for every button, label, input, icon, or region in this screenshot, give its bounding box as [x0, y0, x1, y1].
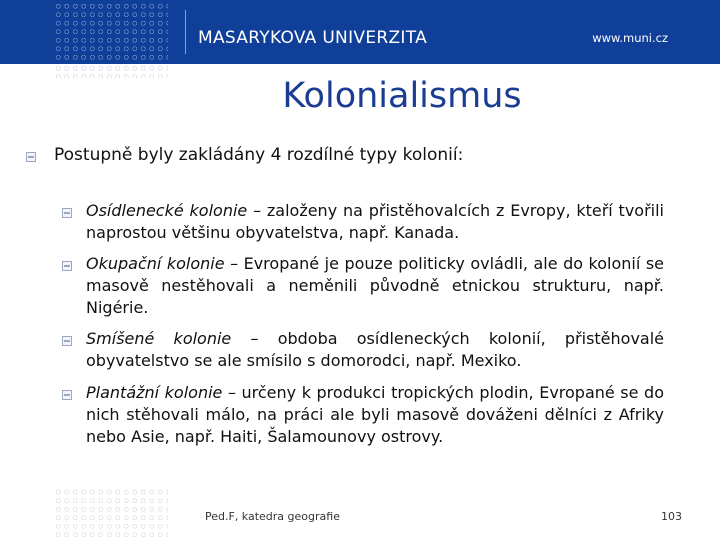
list-item-term: Smíšené kolonie — [86, 329, 232, 348]
list-item-term: Osídlenecké kolonie — [86, 201, 248, 220]
intro-text: Postupně byly zakládány 4 rozdílné typy kolonií: — [54, 145, 464, 165]
university-name: MASARYKOVA UNIVERZITA — [198, 28, 428, 48]
list-item — [86, 382, 664, 448]
page-number: 103 — [661, 510, 682, 523]
bullet-icon — [62, 261, 72, 271]
decorative-square-grid-bottom — [54, 488, 168, 540]
footer-text: Ped.F, katedra geografie — [205, 510, 340, 523]
logo-square-grid — [54, 2, 168, 62]
list-item-text: – Evropané je pouze politicky ovládli, ale do kolonií se masově nestěhovali a neměnili původně etnickou strukturu, např. Nigérie. — [86, 254, 664, 317]
bullet-icon — [62, 336, 72, 346]
list-item-text: – obdoba osídleneckých kolonií, přistěhovalé obyvatelstvo se ale smísilo s domorodci, např. Mexiko. — [86, 329, 665, 370]
header-divider — [185, 10, 186, 54]
bullet-icon — [62, 390, 72, 400]
website-link[interactable]: www.muni.cz — [592, 31, 668, 45]
list-item-term: Plantážní kolonie — [86, 383, 223, 402]
bullet-icon — [26, 152, 36, 162]
list-item — [86, 253, 664, 319]
list-item-text: – určeny k produkci tropických plodin, Evropané se do nich stěhovali málo, na práci ale byli masově dováženi dělníci z Afriky nebo Asie, např. Haiti, Šalamounovy ostrovy. — [86, 383, 664, 446]
list-item — [86, 328, 664, 372]
slide-title: Kolonialismus — [282, 76, 522, 116]
list-item-term: Okupační kolonie — [86, 254, 225, 273]
list-item-text: – založeny na přistěhovalcích z Evropy, kteří tvořili naprostou většinu obyvatelstva, např. Kanada. — [86, 201, 665, 242]
header-band — [0, 0, 720, 64]
bullet-icon — [62, 208, 72, 218]
list-item — [86, 200, 664, 244]
